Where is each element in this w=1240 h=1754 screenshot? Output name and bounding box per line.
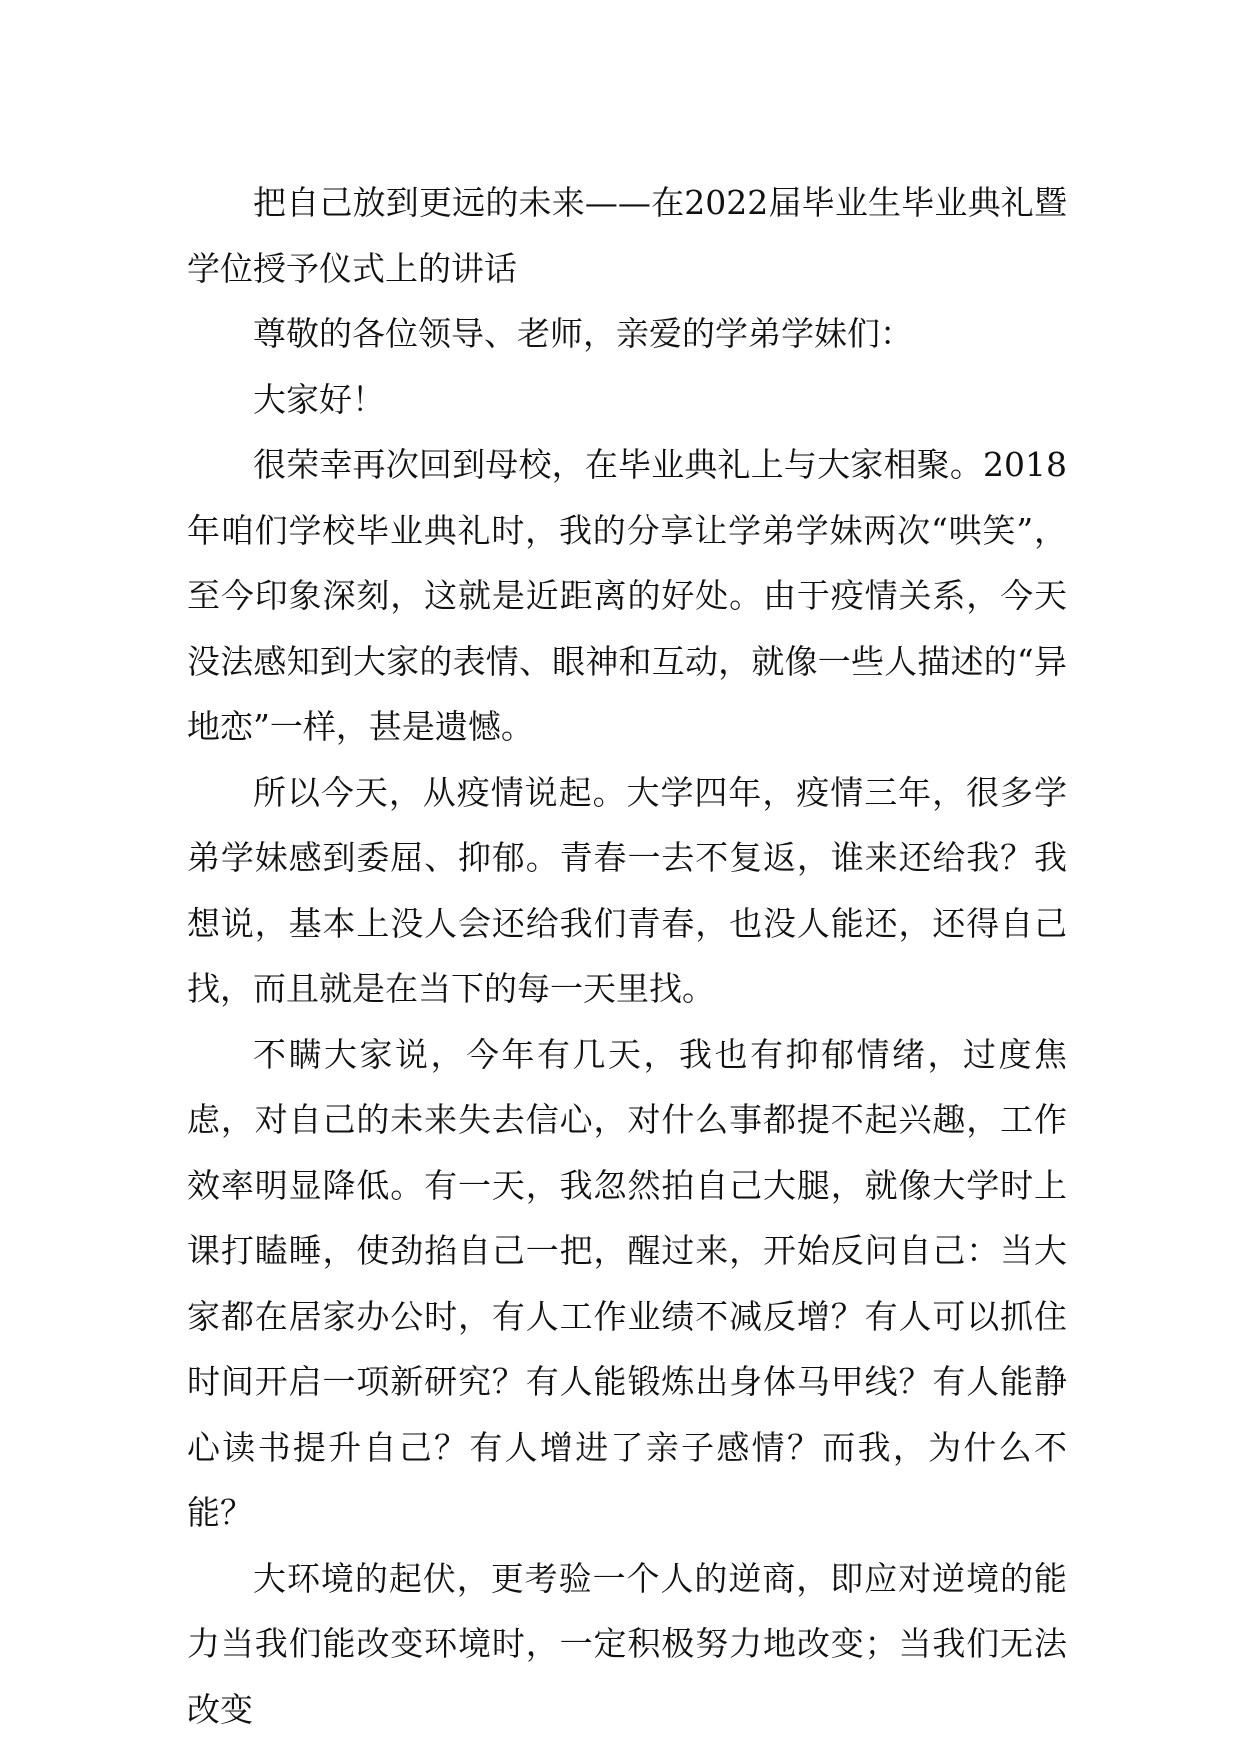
body-paragraph: 不瞒大家说，今年有几天，我也有抑郁情绪，过度焦虑，对自己的未来失去信心，对什么事都提不起兴趣，工作效率明显降低。有一天，我忽然拍自己大腿，就像大学时上课打瞌睡，使劲掐自己一把，醒过来，开始反问自己：当大家都在居家办公时，有人工作业绩不减反增？有人可以抓住时间开启一项新研究？有人能锻炼出身体马甲线？有人能静心读书提升自己？有人增进了亲子感情？而我，为什么不能？ [187,1034,1067,1532]
document-body [187,170,1067,1742]
document-title: 把自己放到更远的未来——在2022届毕业生毕业典礼暨学位授予仪式上的讲话 [187,183,1067,288]
body-paragraph: 大环境的起伏，更考验一个人的逆商，即应对逆境的能力当我们能改变环境时，一定积极努力地改变；当我们无法改变 [187,1558,1067,1729]
greeting-paragraph: 大家好！ [253,379,385,419]
body-paragraph: 很荣幸再次回到母校，在毕业典礼上与大家相聚。2018年咱们学校毕业典礼时，我的分享让学弟学妹两次“哄笑”，至今印象深刻，这就是近距离的好处。由于疫情关系，今天没法感知到大家的表情、眼神和互动，就像一些人描述的“异地恋”一样，甚是遗憾。 [187,445,1067,746]
salutation-paragraph: 尊敬的各位领导、老师，亲爱的学弟学妹们： [253,314,913,353]
body-paragraph: 所以今天，从疫情说起。大学四年，疫情三年，很多学弟学妹感到委屈、抑郁。青春一去不复返，谁来还给我？我想说，基本上没人会还给我们青春，也没人能还，还得自己找，而且就是在当下的每一天里找。 [187,772,1067,1008]
